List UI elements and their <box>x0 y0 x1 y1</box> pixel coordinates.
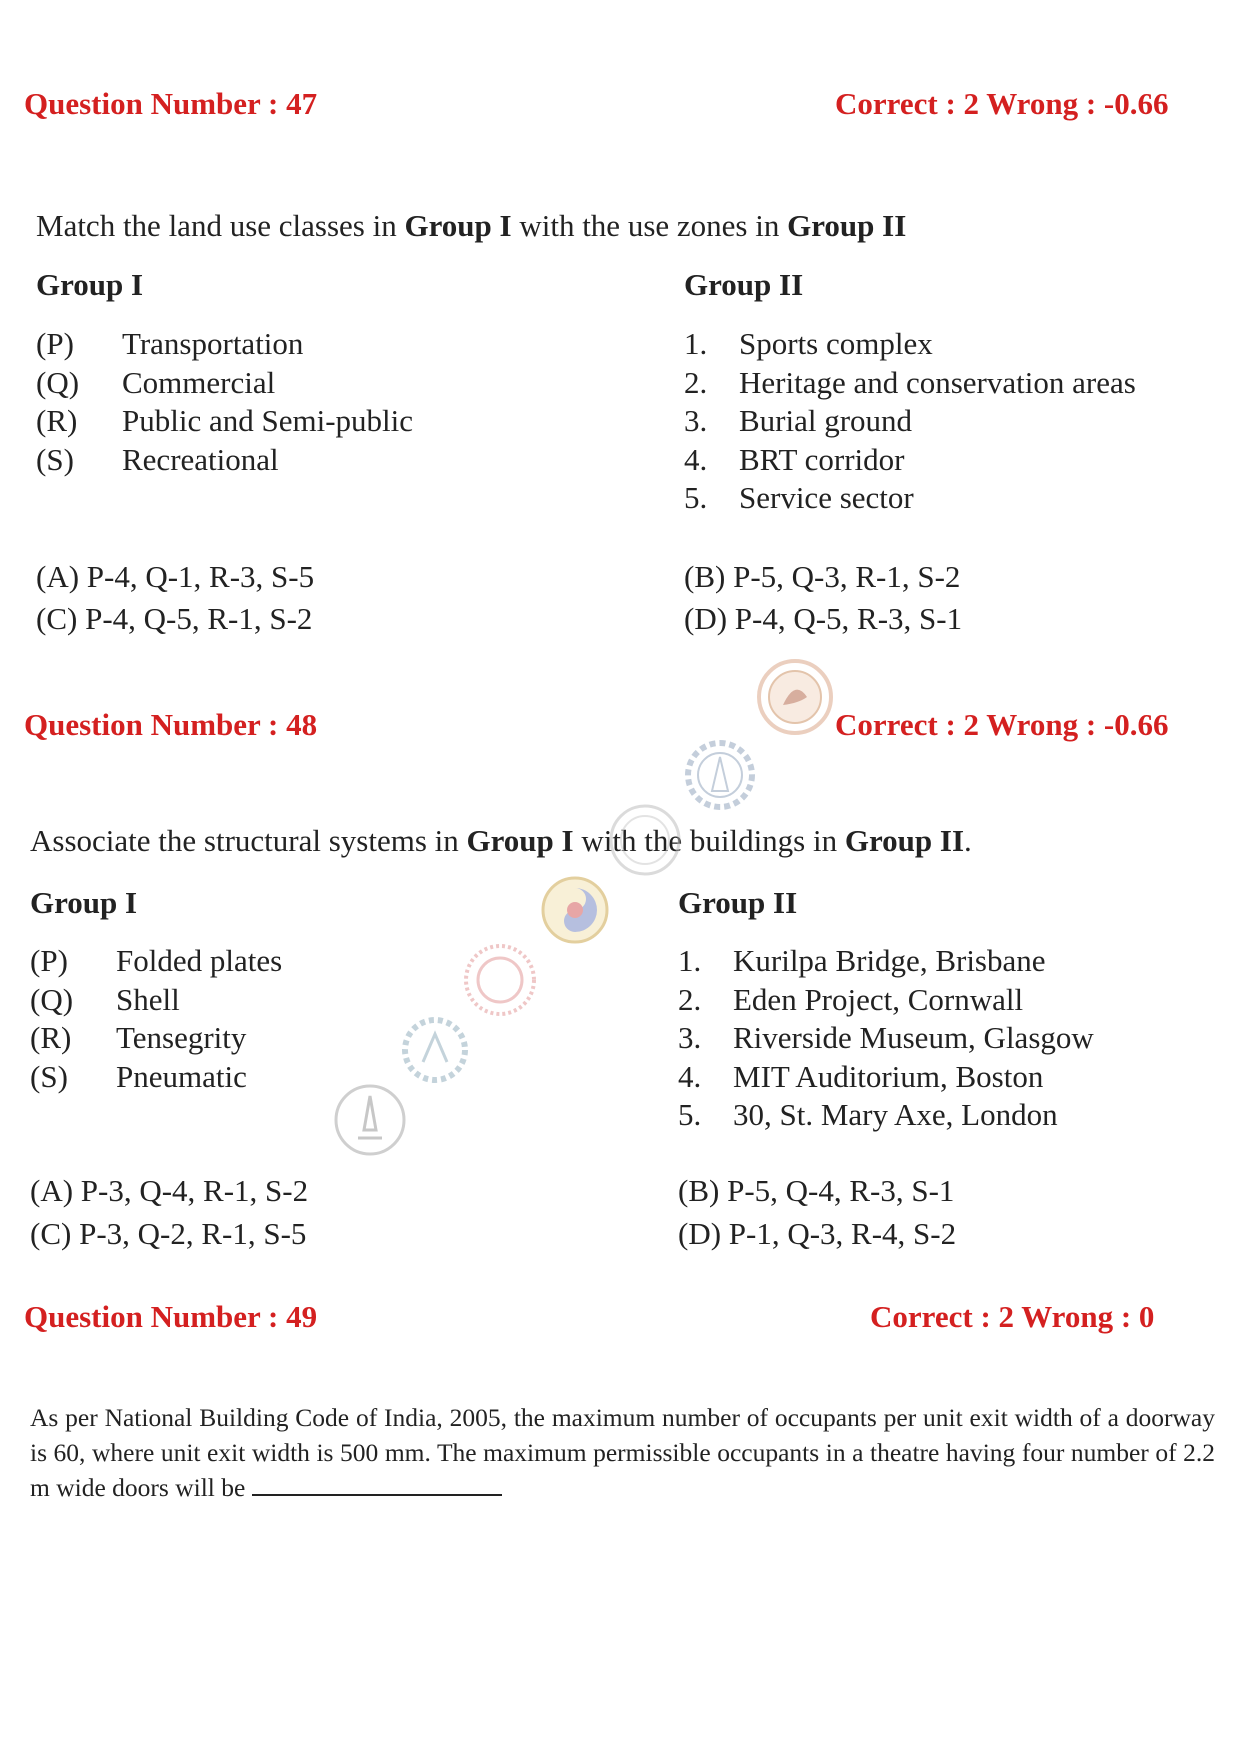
group2-title-48: Group II <box>678 885 798 920</box>
group1-list-48 <box>30 942 282 1096</box>
option-d-47[interactable]: (D) P-4, Q-5, R-3, S-1 <box>684 601 963 636</box>
option-a-47[interactable]: (A) P-4, Q-1, R-3, S-5 <box>36 559 315 594</box>
group2-list-47 <box>684 325 1136 518</box>
question-text-49: As per National Building Code of India, 2005, the maximum number of occupants per unit exit width of a doorway is 60, where unit exit width is 500 mm. The maximum permissible occupants in a theatre having four number of 2.2 m wide doors will be <box>30 1403 1215 1502</box>
option-d-48[interactable]: (D) P-1, Q-3, R-4, S-2 <box>678 1216 957 1251</box>
group2-title-47: Group II <box>684 267 804 302</box>
watermark-gear2-icon <box>395 1010 475 1090</box>
list-item: 5. Service sector <box>684 480 914 515</box>
list-item: 3. Riverside Museum, Glasgow <box>678 1020 1094 1055</box>
list-item: (Q) Commercial <box>36 364 276 400</box>
question-stem-48: Associate the structural systems in Group I with the buildings in Group II. <box>30 823 972 858</box>
list-item: 4. BRT corridor <box>684 441 905 477</box>
list-item: 3. Burial ground <box>684 403 913 438</box>
watermark-logo-icon <box>535 870 615 950</box>
option-c-47[interactable]: (C) P-4, Q-5, R-1, S-2 <box>36 601 313 636</box>
watermark-institute-icon <box>330 1080 410 1160</box>
watermark-gear-icon <box>680 735 760 815</box>
watermark-emblem-icon <box>605 800 685 880</box>
list-item: 2. Eden Project, Cornwall <box>678 981 1024 1017</box>
watermark-seal-red-icon <box>460 940 540 1020</box>
list-item: (S) Pneumatic <box>30 1058 247 1094</box>
list-item: 4. MIT Auditorium, Boston <box>678 1058 1044 1094</box>
question-stem-47: Match the land use classes in Group I with the use zones in Group II <box>36 208 907 243</box>
option-b-48[interactable]: (B) P-5, Q-4, R-3, S-1 <box>678 1173 955 1208</box>
list-item: (R) Tensegrity <box>30 1020 247 1055</box>
question-number-47: Question Number : 47 <box>24 86 318 121</box>
list-item: 5. 30, St. Mary Axe, London <box>678 1097 1058 1132</box>
list-item: (Q) Shell <box>30 981 180 1017</box>
marks-48: Correct : 2 Wrong : -0.66 <box>835 707 1169 742</box>
answer-blank[interactable] <box>252 1472 502 1496</box>
question-number-49: Question Number : 49 <box>24 1299 318 1334</box>
option-b-47[interactable]: (B) P-5, Q-3, R-1, S-2 <box>684 559 961 594</box>
group2-list-48 <box>678 942 1094 1135</box>
list-item: 1. Kurilpa Bridge, Brisbane <box>678 943 1046 978</box>
list-item: 2. Heritage and conservation areas <box>684 364 1136 400</box>
option-c-48[interactable]: (C) P-3, Q-2, R-1, S-5 <box>30 1216 307 1251</box>
marks-49: Correct : 2 Wrong : 0 <box>870 1299 1155 1334</box>
option-a-48[interactable]: (A) P-3, Q-4, R-1, S-2 <box>30 1173 309 1208</box>
list-item: 1. Sports complex <box>684 326 933 361</box>
group1-title-47: Group I <box>36 267 144 302</box>
group1-list-47 <box>36 325 413 479</box>
list-item: (R) Public and Semi-public <box>36 403 414 438</box>
question-number-48: Question Number : 48 <box>24 707 318 742</box>
list-item: (S) Recreational <box>36 441 279 477</box>
list-item: (P) Folded plates <box>30 943 283 978</box>
group1-title-48: Group I <box>30 885 138 920</box>
list-item: (P) Transportation <box>36 326 304 361</box>
marks-47: Correct : 2 Wrong : -0.66 <box>835 86 1169 121</box>
watermark-seal-icon <box>755 657 835 737</box>
